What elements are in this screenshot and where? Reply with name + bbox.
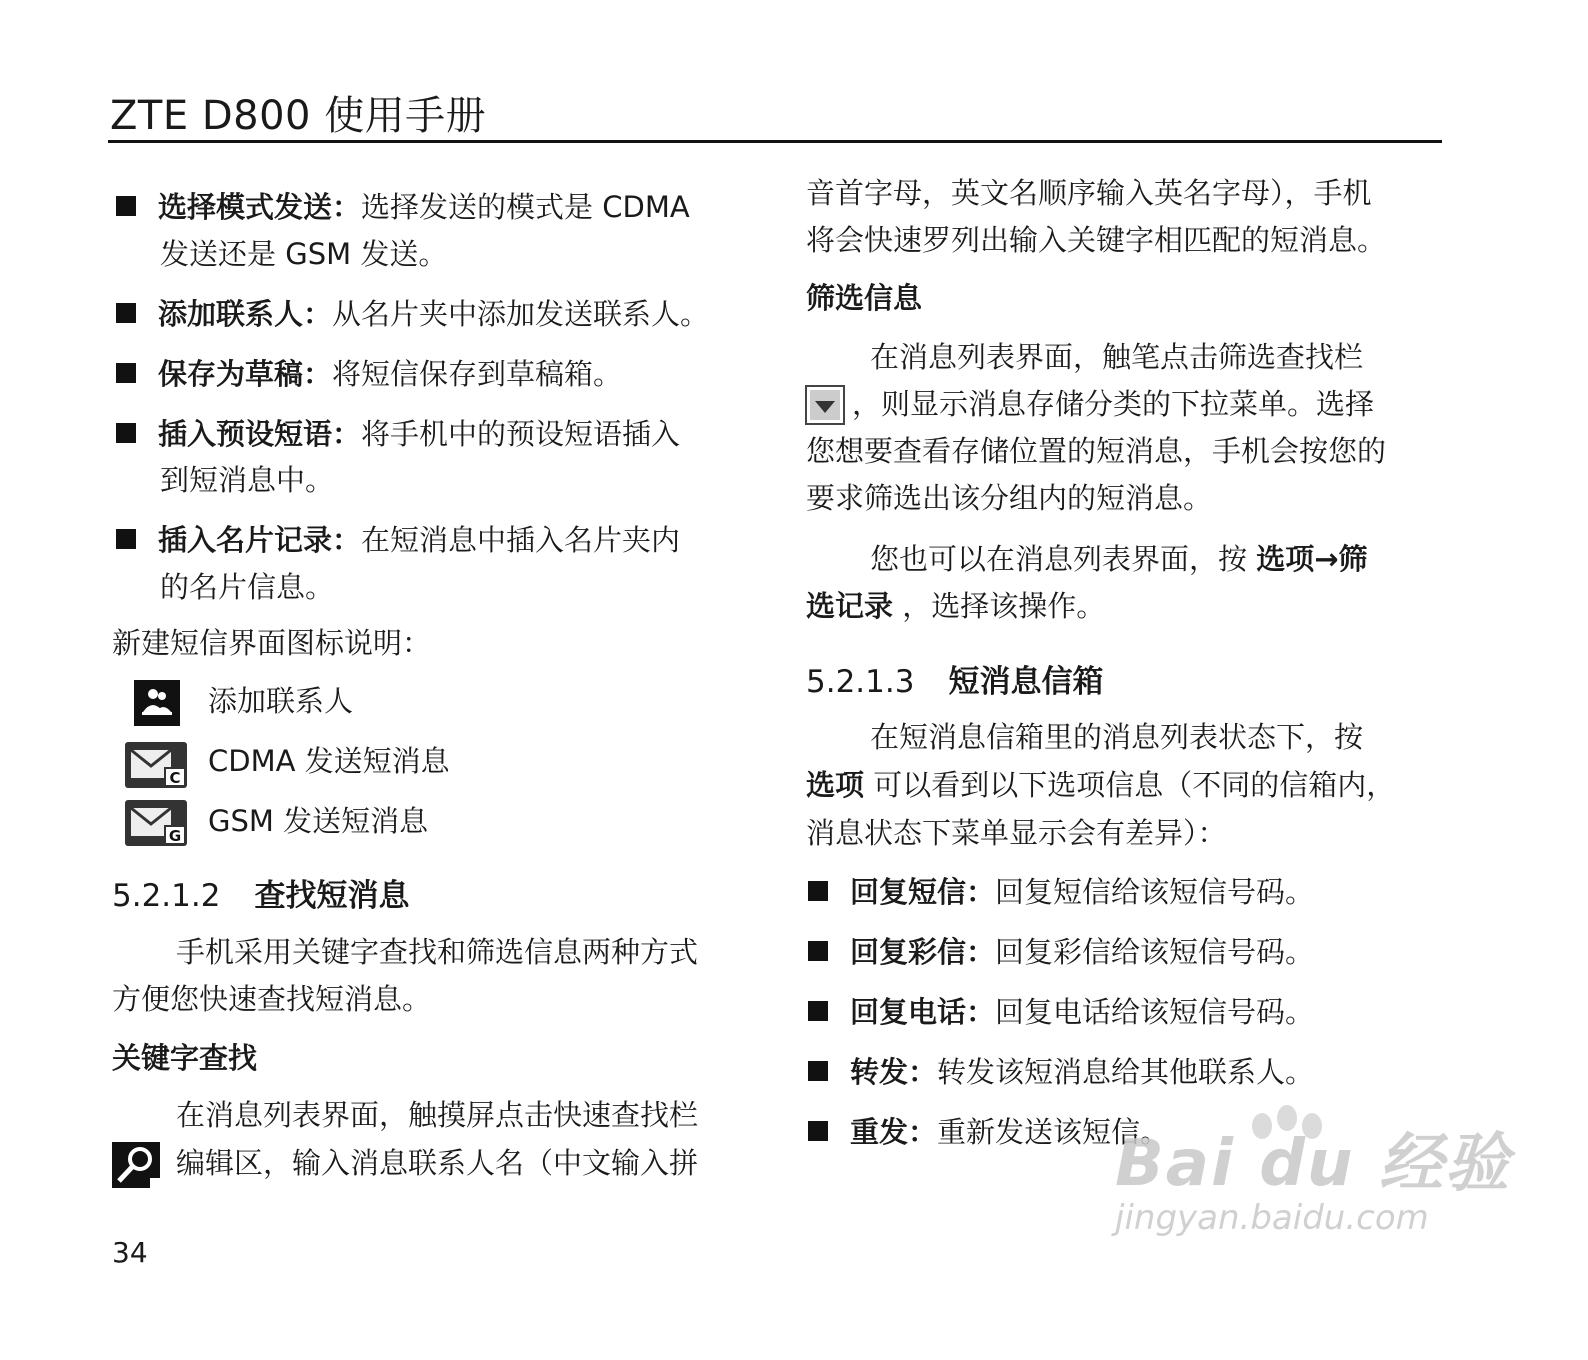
paragraph-line: 将会快速罗列出输入关键字相匹配的短消息。 xyxy=(806,223,1387,257)
bullet-icon xyxy=(116,529,136,549)
sub-heading: 关键字查找 xyxy=(112,1041,258,1075)
bullet-icon xyxy=(116,196,136,216)
bullet-icon xyxy=(116,303,136,323)
paragraph-line: 方便您快速查找短消息。 xyxy=(112,982,432,1016)
section-heading: 5.2.1.3 短消息信箱 xyxy=(806,664,1104,700)
add-contact-icon xyxy=(134,680,180,730)
paragraph-line: 编辑区，输入消息联系人名（中文输入拼 xyxy=(176,1146,699,1180)
bullet-continuation: 发送还是 GSM 发送。 xyxy=(160,237,448,271)
watermark-brand: Bai du 经验 xyxy=(1115,1127,1511,1201)
bullet-continuation: 到短消息中。 xyxy=(160,463,335,497)
bullet-item: 回复电话：回复电话给该短信号码。 xyxy=(808,989,1314,1036)
paragraph-line: 选项 可以看到以下选项信息（不同的信箱内， xyxy=(806,768,1396,802)
svg-text:C: C xyxy=(169,769,181,787)
paw-icon xyxy=(1232,1104,1342,1178)
bullet-item: 插入预设短语：将手机中的预设短语插入 xyxy=(116,411,680,458)
bullet-item: 重发：重新发送该短信。 xyxy=(808,1109,1169,1156)
search-icon xyxy=(112,1142,160,1192)
bullet-item: 回复彩信：回复彩信给该短信号码。 xyxy=(808,929,1314,976)
cdma-message-icon xyxy=(125,742,187,792)
paragraph-line: 在消息列表界面，触笔点击筛选查找栏 xyxy=(870,340,1364,374)
section-heading: 5.2.1.2 查找短消息 xyxy=(112,878,410,914)
icon-legend-label: 添加联系人 xyxy=(208,684,354,718)
icon-legend-label: GSM 发送短消息 xyxy=(208,804,429,838)
page-title: ZTE D800 使用手册 xyxy=(110,93,487,139)
bullet-icon xyxy=(808,1001,828,1021)
bullet-icon xyxy=(808,941,828,961)
bullet-item: 选择模式发送：选择发送的模式是 CDMA xyxy=(116,184,690,231)
header-divider xyxy=(108,140,1442,143)
paragraph-line: 在短消息信箱里的消息列表状态下，按 xyxy=(870,720,1364,754)
bullet-icon xyxy=(808,1121,828,1141)
bullet-icon xyxy=(116,423,136,443)
svg-text:G: G xyxy=(168,827,182,845)
paragraph-line: 选记录 ，选择该操作。 xyxy=(806,589,1106,623)
bullet-item: 保存为草稿：将短信保存到草稿箱。 xyxy=(116,351,622,398)
dropdown-arrow-icon xyxy=(805,385,845,429)
icon-legend-title: 新建短信界面图标说明： xyxy=(112,626,432,660)
bullet-item: 回复短信：回复短信给该短信号码。 xyxy=(808,869,1314,916)
bullet-icon xyxy=(808,1061,828,1081)
paragraph-line: 您想要查看存储位置的短消息，手机会按您的 xyxy=(806,434,1387,468)
gsm-message-icon xyxy=(125,800,187,850)
bullet-item: 插入名片记录：在短消息中插入名片夹内 xyxy=(116,517,680,564)
icon-legend-label: CDMA 发送短消息 xyxy=(208,744,450,778)
paragraph-line: 要求筛选出该分组内的短消息。 xyxy=(806,481,1213,515)
sub-heading: 筛选信息 xyxy=(806,281,923,315)
bullet-icon xyxy=(116,363,136,383)
paragraph-line: ，则显示消息存储分类的下拉菜单。选择 xyxy=(852,387,1375,421)
paragraph-line: 您也可以在消息列表界面，按 选项→筛 xyxy=(870,542,1368,576)
bullet-item: 添加联系人：从名片夹中添加发送联系人。 xyxy=(116,291,709,338)
page-number: 34 xyxy=(112,1236,148,1269)
bullet-icon xyxy=(808,881,828,901)
bullet-item: 转发：转发该短消息给其他联系人。 xyxy=(808,1049,1314,1096)
watermark-url: jingyan.baidu.com xyxy=(1115,1198,1429,1238)
paragraph-line: 音首字母，英文名顺序输入英名字母），手机 xyxy=(806,176,1372,210)
paragraph-line: 在消息列表界面，触摸屏点击快速查找栏 xyxy=(176,1098,699,1132)
paragraph-line: 手机采用关键字查找和筛选信息两种方式 xyxy=(176,935,699,969)
paragraph-line: 消息状态下菜单显示会有差异）： xyxy=(806,816,1227,850)
bullet-continuation: 的名片信息。 xyxy=(160,570,335,604)
